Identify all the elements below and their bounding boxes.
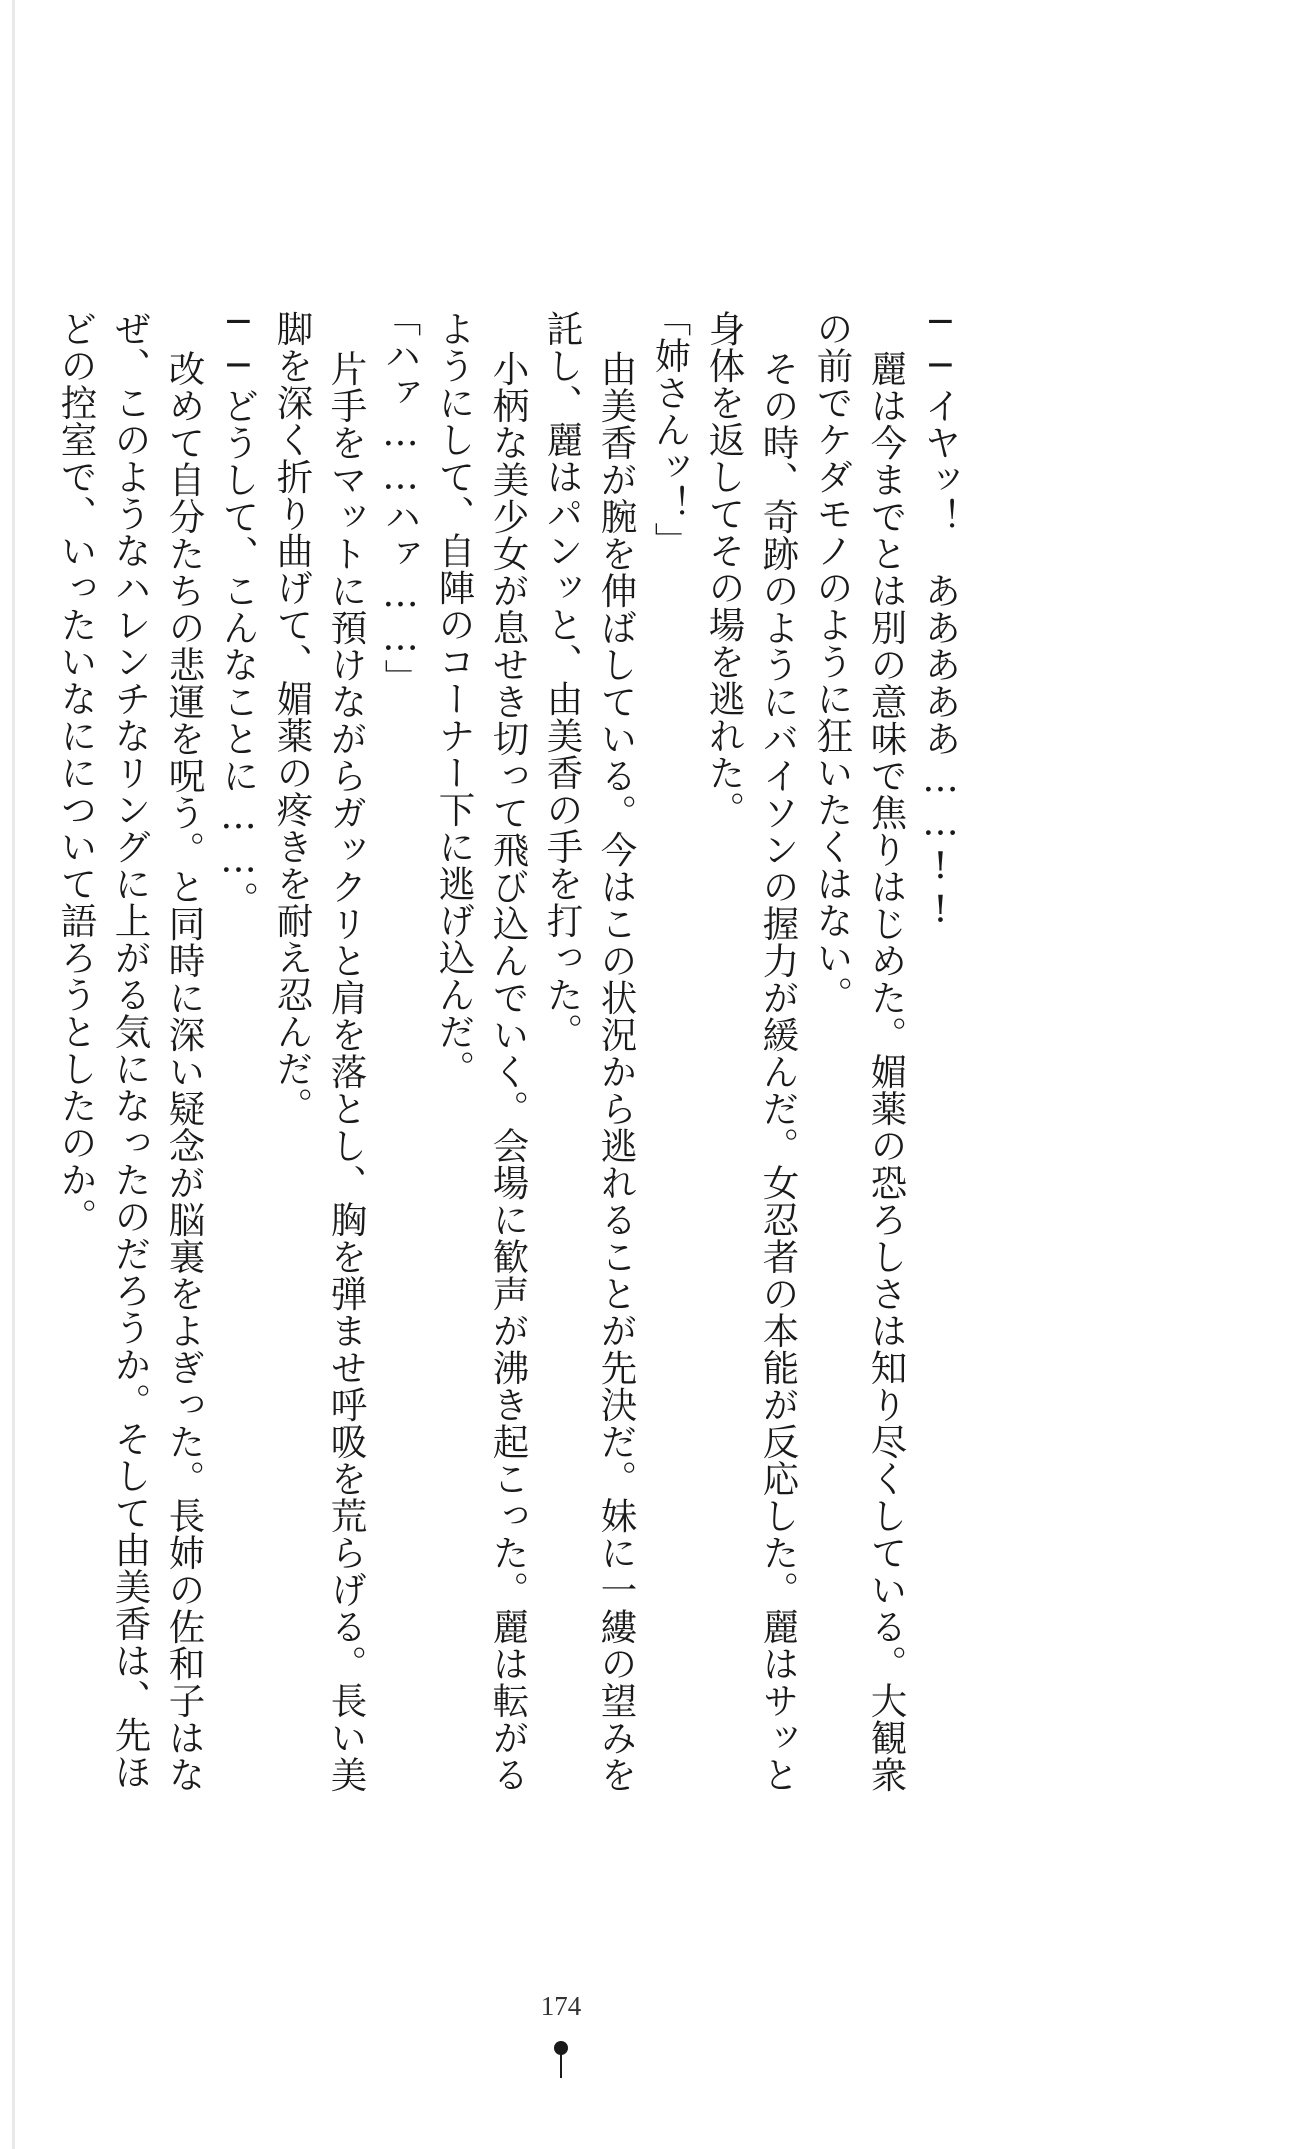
text-column: 麗は今までとは別の意味で焦りはじめた。媚薬の恐ろしさは知り尽くしている。大観衆: [865, 350, 908, 1793]
text-column: どの控室で、いったいなにについて語ろうとしたのか。: [55, 310, 98, 1235]
text-column: 由美香が腕を伸ばしている。今はこの状況から逃れることが先決だ。妹に一縷の望みを: [595, 350, 638, 1793]
text-column: 脚を深く折り曲げて、媚薬の疼きを耐え忍んだ。: [271, 310, 314, 1124]
text-column: 託し、麗はパンッと、由美香の手を打った。: [541, 310, 584, 1050]
text-column: ぜ、このようなハレンチなリングに上がる気になったのだろうか。そして由美香は、先ほ: [109, 310, 152, 1790]
text-column: 小柄な美少女が息せき切って飛び込んでいく。会場に歓声が沸き起こった。麗は転がる: [487, 350, 530, 1793]
page-number: 174: [540, 1991, 582, 2021]
page-ornament-icon: [550, 2038, 572, 2078]
text-column: 改めて自分たちの悲運を呪う。と同時に深い疑念が脳裏をよぎった。長姉の佐和子はな: [163, 350, 206, 1793]
text-column: 「ハァ……ハァ……」: [379, 300, 422, 696]
text-column: ──イヤッ！ あああああ……!!: [919, 300, 962, 931]
text-column: ──どうして、こんなことに……。: [217, 300, 260, 918]
text-column: その時、奇跡のようにバイソンの握力が緩んだ。女忍者の本能が反応した。麗はサッと: [757, 350, 800, 1793]
text-column: 片手をマットに預けながらガックリと肩を落とし、胸を弾ませ呼吸を荒らげる。長い美: [325, 350, 368, 1793]
text-column: ようにして、自陣のコーナー下に逃げ込んだ。: [433, 310, 476, 1087]
text-column: 「姉さんッ！」: [649, 300, 692, 559]
text-column: の前でケダモノのように狂いたくはない。: [811, 310, 854, 1013]
text-column: 身体を返してその場を逃れた。: [703, 310, 746, 828]
